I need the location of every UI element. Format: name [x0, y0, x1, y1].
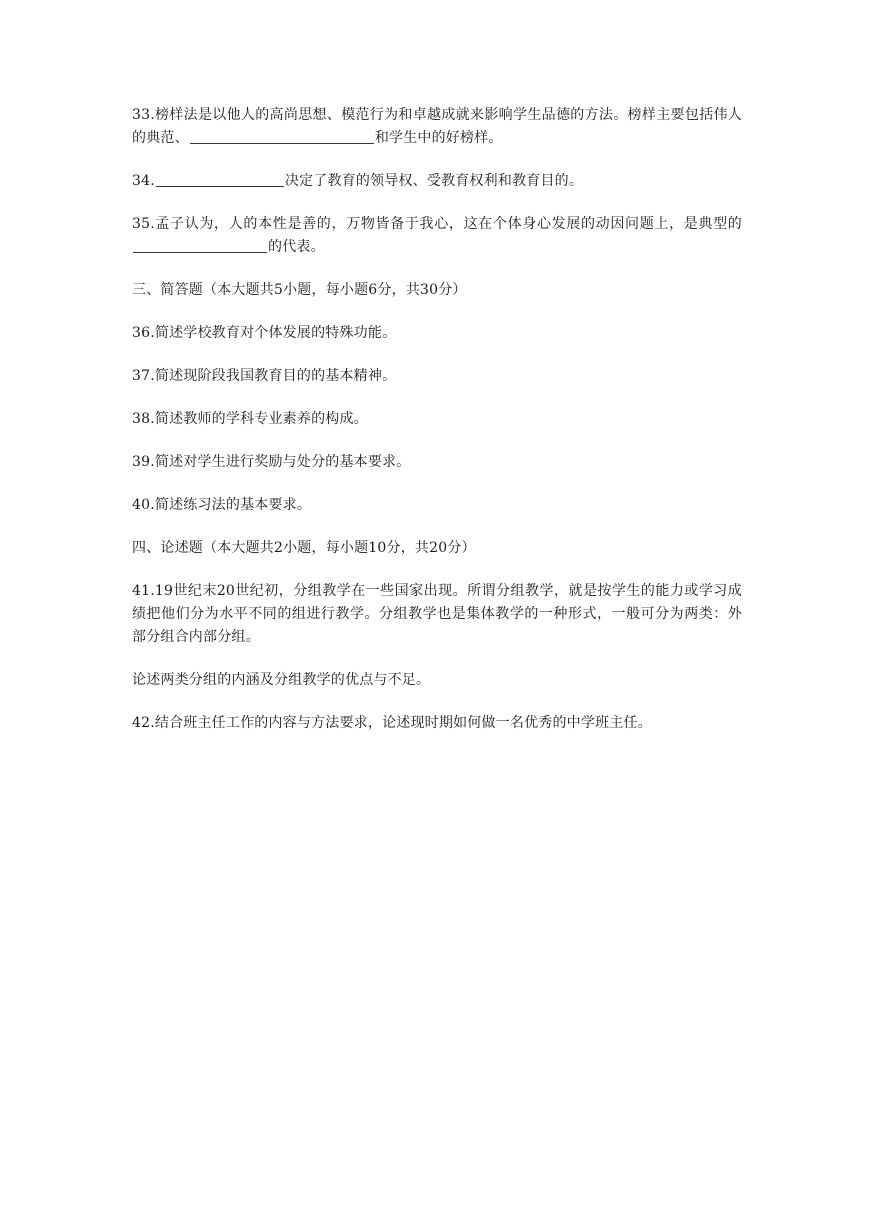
question-35-text-end: 的代表。: [268, 239, 325, 255]
answer-blank-34[interactable]: [156, 172, 284, 187]
question-36: 36.简述学校教育对个体发展的特殊功能。: [132, 325, 397, 341]
question-39: 39.简述对学生进行奖励与处分的基本要求。: [132, 454, 411, 470]
question-34-number: 34.: [132, 173, 155, 189]
document-page: [132, 104, 742, 755]
question-41: 41.19世纪末20世纪初，分组教学在一些国家出现。所谓分组教学，就是按学生的能力或学习成绩把他们分为水平不同的组进行教学。分组教学也是集体教学的一种形式，一般可分为两类：外部分组合内部分组。: [132, 583, 742, 645]
question-33-text-start: 33.榜样法是以他人的高尚思想、模范行为和卓越成就来影响学生品德的方法。榜样主要包括伟人的典范、: [132, 107, 742, 146]
section-heading-short-answer: 三、简答题（本大题共5小题，每小题6分，共30分）: [132, 282, 467, 298]
question-33: [132, 104, 742, 150]
question-42: 42.结合班主任工作的内容与方法要求，论述现时期如何做一名优秀的中学班主任。: [132, 715, 652, 731]
question-34-text-end: 决定了教育的领导权、受教育权利和教育目的。: [284, 173, 584, 189]
section-heading-essay: 四、论述题（本大题共2小题，每小题10分，共20分）: [132, 540, 476, 556]
question-33-text-end: 和学生中的好榜样。: [374, 130, 503, 146]
question-35: [132, 213, 742, 259]
question-40: 40.简述练习法的基本要求。: [132, 497, 312, 513]
question-38: 38.简述教师的学科专业素养的构成。: [132, 411, 368, 427]
question-41-task: 论述两类分组的内涵及分组教学的优点与不足。: [132, 672, 431, 688]
question-34: [132, 170, 742, 193]
answer-blank-35[interactable]: [133, 238, 267, 253]
question-37: 37.简述现阶段我国教育目的的基本精神。: [132, 368, 397, 384]
answer-blank-33[interactable]: [190, 129, 374, 144]
question-35-text-start: 35.孟子认为，人的本性是善的，万物皆备于我心，这在个体身心发展的动因问题上，是典型的: [132, 216, 742, 232]
